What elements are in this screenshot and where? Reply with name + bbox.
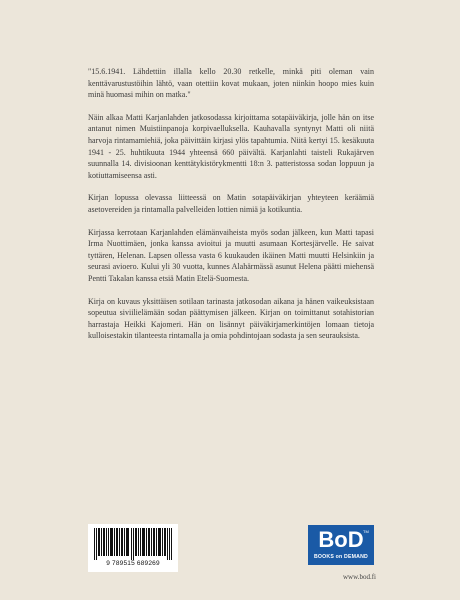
bod-logo (308, 525, 374, 565)
bod-logo-subtext: BOOKS on DEMAND (313, 554, 368, 560)
bod-logo-text: BoD (318, 527, 364, 552)
intro-paragraph: Näin alkaa Matti Karjanlahden jatkosodassa kirjoittama sotapäiväkirja, jolle hän on itse antanut nimen Muistiinpanoja korpivaelluksella. Kauhavalla syntynyt Matti oli niitä harvoja rintamamiehiä, joka päivittäin kirjasi ylös tapahtumia. Niitä kertyi 15. kesäkuuta 1941 - 25. huhtikuuta 1944 yhteensä 660 päivältä. Karjanlahti taisteli Rukajärven suunnalla 14. divisioonan kenttätykistörykmentti 18:n 3. patteristossa sodan loppuun ja kotiuttamiseensa asti. (88, 112, 374, 180)
isbn-number: 9 789515 689269 (106, 560, 160, 567)
barcode-bars-icon (94, 528, 172, 560)
summary-paragraph: Kirja on kuvaus yksittäisen sotilaan tarinasta jatkosodan aikana ja hänen vaikeuksistaan sopeutua siviilielämään sodan päättymisen jälkeen. Kirjan on toimittanut sotahistorian harrastaja Heikki Kajomeri. Hän on lisännyt päiväkirjamerkintöjen lomaan tietoja kulloisestakin tilanteesta rintamalla ja omia pohdintojaan sodasta ja sen seurauksista. (88, 296, 374, 341)
publisher-url: www.bod.fi (343, 573, 376, 581)
isbn-barcode (88, 524, 178, 572)
life-paragraph: Kirjassa kerrotaan Karjanlahden elämänvaiheista myös sodan jälkeen, kun Matti tapasi Irma Nuottimäen, jonka kanssa avioitui ja muutti asumaan Kortesjärvelle. He saivat tyttären, Helenan. Lapsen ollessa vasta 6 kuukauden ikäinen Matti muutti Helsinkiin ja seurasi avioero. Kului yli 30 vuotta, kunnes Alahärmässä asunut Helena päätti miehensä Pentti Takalan kanssa etsiä Matin Etelä-Suomesta. (88, 227, 374, 283)
quote-paragraph: "15.6.1941. Lähdettiin illalla kello 20.30 retkelle, minkä piti oleman vain kenttävarustustöihin lähtö, vaan otettiin kovat mukaan, joten niinkin hoopo mies kuin minä huomasi mihin on matka." (88, 67, 374, 100)
appendix-paragraph: Kirjan lopussa olevassa liitteessä on Matin sotapäiväkirjan yhteyteen keräämiä asetovereiden ja rintamalla palvelleiden lottien nimiä ja kotikuntia. (88, 193, 374, 214)
bod-trademark: TM (363, 529, 369, 534)
back-cover-text (88, 66, 374, 353)
